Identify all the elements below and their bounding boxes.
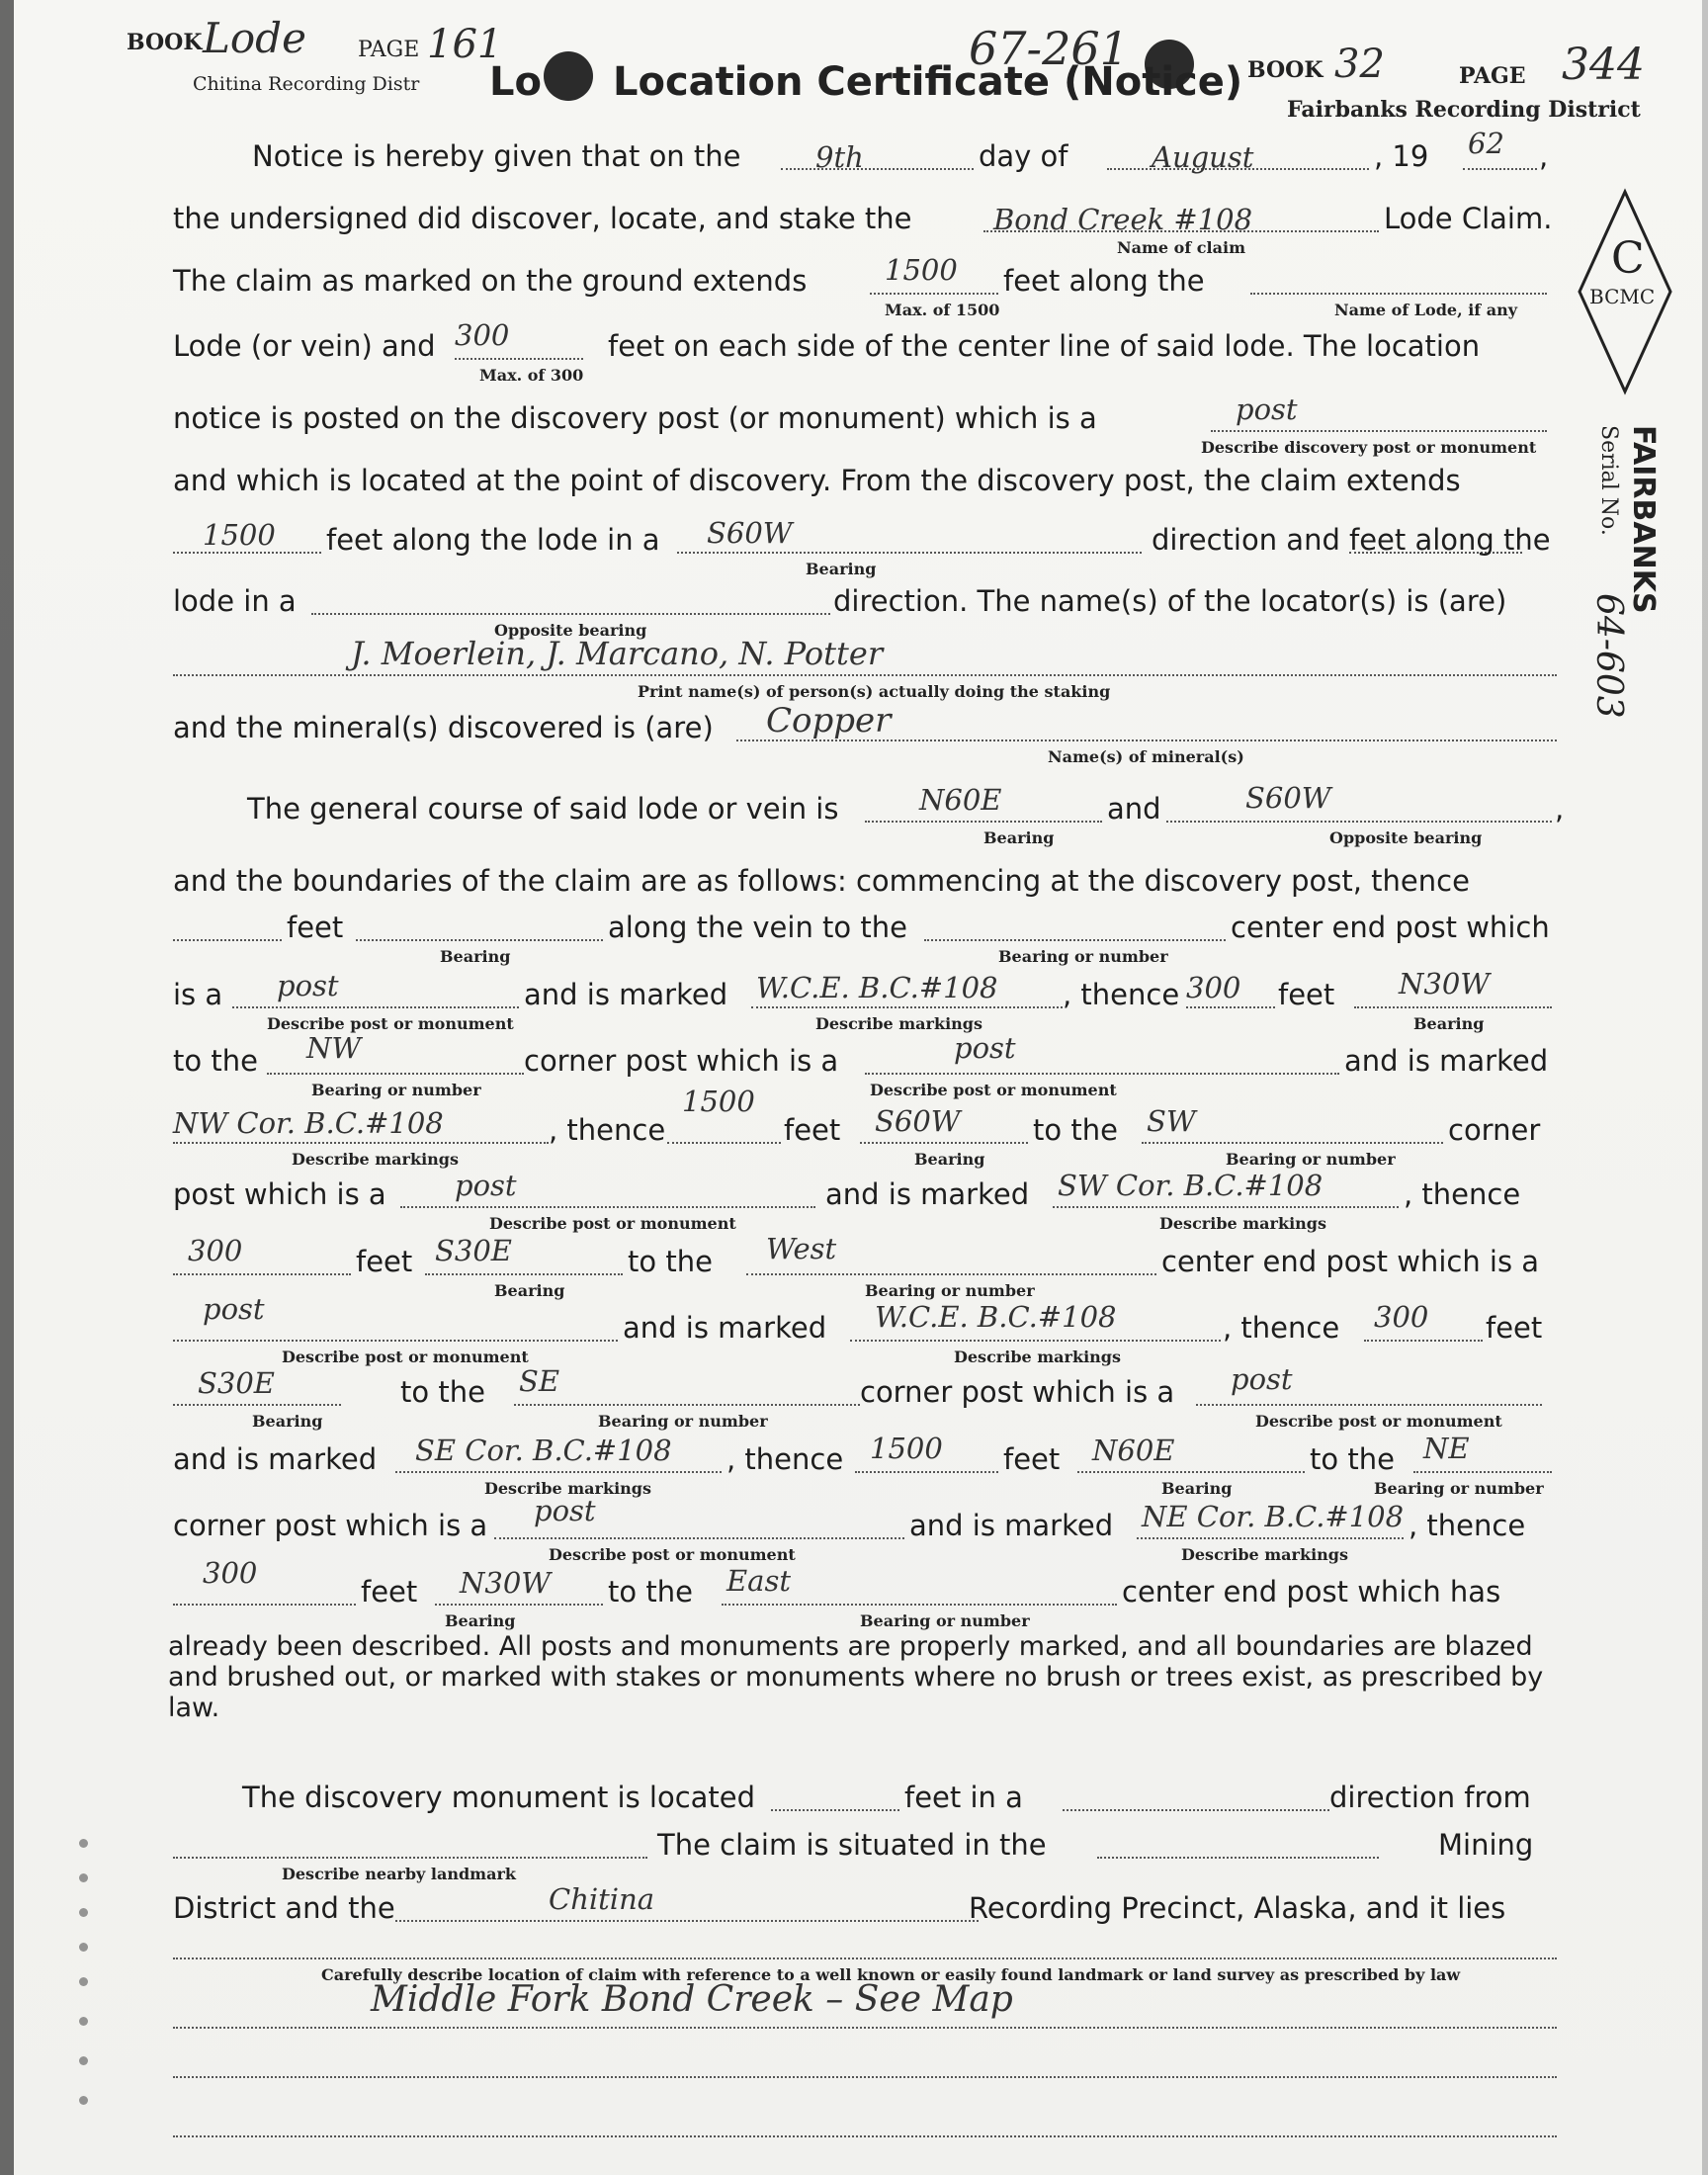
corner-value: SW [1147,1104,1196,1138]
label: feet [287,911,344,944]
serial-value: 64-603 [1588,593,1629,719]
post-type-value: post [203,1292,265,1326]
caption: Name of claim [1117,238,1245,257]
row-claim-name [173,201,1567,260]
label: to the [1033,1113,1118,1147]
feet-value: 300 [188,1234,243,1267]
badge-text: BCMC [1589,285,1656,308]
vertical-title: FAIRBANKS [1626,425,1661,614]
row-mining-district [173,1827,1567,1886]
post-type-value: post [455,1169,517,1202]
label: is a [173,978,223,1011]
label: to the [608,1575,693,1609]
district-left: Chitina Recording Distr [193,73,420,95]
row-vein-end [173,910,1567,969]
caption: Describe discovery post or monument [1201,438,1537,457]
label: feet [1486,1311,1543,1345]
caption: Describe post or monument [489,1214,736,1233]
caption: Bearing [1413,1014,1485,1033]
page2-label: PAGE [1459,63,1526,89]
row-extent [173,253,1567,322]
marking-value: NE Cor. B.C.#108 [1142,1500,1405,1533]
label: and the mineral(s) discovered is (are) [173,711,714,744]
label: and the boundaries of the claim are as follows: commencing at the discovery post, thence [173,864,1470,898]
row-location-value [173,1979,1567,2056]
caption: Bearing [983,828,1055,847]
book2-value: 32 [1334,42,1385,87]
caption: Max. of 1500 [885,301,1000,319]
label: , thence [1404,1177,1521,1211]
caption: Bearing [440,947,511,966]
caption: Describe markings [292,1150,459,1169]
label: notice is posted on the discovery post (or monument) which is a [173,401,1097,435]
feet-value: 1500 [870,1432,943,1465]
label: to the [1310,1442,1395,1476]
opposite-course-value: S60W [1245,781,1331,815]
label: along the vein to the [608,911,907,944]
label: feet in a [904,1781,1023,1814]
row-mineral [173,701,1567,769]
row-opposite-bearing [173,583,1567,643]
label: Lode Claim. [1384,202,1553,235]
label: and is marked [524,978,728,1011]
legal-paragraph: already been described. All posts and monuments are properly marked, and all boundaries are blazed and brushed out, or marked with stakes or monuments where no brush or trees exist, as prescribed by law. [168,1631,1544,1723]
label: , thence [1063,978,1180,1011]
label: and [1107,792,1161,826]
location-value: Middle Fork Bond Creek – See Map [371,1979,1013,2020]
label: The discovery monument is located [242,1781,756,1814]
discovery-post-value: post [1236,392,1298,426]
label: corner post which is a [173,1509,488,1542]
label: The claim as marked on the ground extends [173,264,808,298]
caption: Describe post or monument [282,1348,529,1366]
row-locators [173,635,1567,704]
caption: Bearing or number [311,1081,481,1099]
caption: Bearing [252,1412,323,1431]
caption: Describe post or monument [1255,1412,1502,1431]
label: , [1555,792,1565,826]
caption: Print name(s) of person(s) actually doing the staking [638,682,1111,701]
row-discovery-post [173,392,1567,460]
stamp-number: 67-261 [969,22,1129,75]
label: Lode (or vein) and [173,329,436,363]
label: , 19 [1374,139,1429,173]
label: day of [979,139,1068,173]
stamp-circle-left [544,51,593,101]
caption: Opposite bearing [494,621,647,640]
district-right: Fairbanks Recording District [1287,97,1641,123]
label: lode in a [173,584,297,618]
label: , [1539,139,1549,173]
caption: Name(s) of mineral(s) [1048,747,1244,766]
marking-value: SE Cor. B.C.#108 [415,1434,672,1467]
caption: Bearing or number [865,1281,1035,1300]
label: to the [173,1044,258,1078]
label: , thence [549,1113,666,1147]
extent-value: 1500 [885,253,958,287]
label: corner [1448,1113,1541,1147]
title-prefix: Lo [489,59,542,105]
feet-value: 300 [203,1556,258,1590]
course-value: N60E [919,783,1002,817]
row-lode-direction [173,516,1567,581]
label: center end post which [1231,911,1550,944]
label: and is marked [1344,1044,1549,1078]
bearing-value: S30E [435,1234,512,1267]
lode-feet-value: 1500 [203,518,276,552]
caption: Bearing or number [860,1611,1030,1630]
feet-value: 1500 [682,1085,755,1118]
day-value: 9th [815,140,864,174]
caption: Describe markings [1181,1545,1348,1564]
caption: Opposite bearing [1329,828,1483,847]
row-west-markings [173,1292,1567,1369]
caption: Bearing or number [598,1412,768,1431]
label: direction. The name(s) of the locator(s) is (are) [833,584,1507,618]
caption: Describe markings [954,1348,1121,1366]
book2-label: BOOK [1247,57,1324,83]
badge-letter: C [1611,233,1645,284]
bearing-value: N30W [1399,967,1491,1000]
row-claim-extends [173,463,1567,522]
marking-value: W.C.E. B.C.#108 [875,1300,1117,1334]
label: , thence [1223,1311,1340,1345]
page-label: PAGE [358,38,420,62]
marking-value: W.C.E. B.C.#108 [756,971,998,1004]
row-general-course [173,781,1567,850]
label: the undersigned did discover, locate, and stake the [173,202,912,235]
caption: Bearing or number [1374,1479,1544,1498]
page-title: Location Certificate (Notice) [613,59,1243,105]
post-type-value: post [277,969,339,1002]
claim-name-value: Bond Creek #108 [993,203,1253,236]
label: and which is located at the point of discovery. From the discovery post, the claim extends [173,464,1461,497]
caption: Max. of 300 [479,366,584,385]
label: feet along the lode in a [326,523,660,557]
row-se-corner [173,1362,1567,1434]
serial-label: Serial No. [1596,425,1621,536]
row-location-description [173,1928,1567,1987]
caption: Bearing [914,1150,985,1169]
row-ne-corner [173,1494,1567,1567]
post-type-value: post [534,1494,596,1527]
label: Notice is hereby given that on the [252,139,741,173]
book-label: BOOK [127,30,203,55]
blank-line [173,2135,1557,2137]
caption: Bearing or number [998,947,1168,966]
caption: Describe post or monument [267,1014,514,1033]
label: feet [361,1575,418,1609]
label: and is marked [173,1442,378,1476]
precinct-value: Chitina [549,1882,655,1916]
year-value: 62 [1468,127,1504,160]
caption: Describe markings [815,1014,982,1033]
label: to the [400,1375,485,1409]
caption: Bearing [494,1281,565,1300]
label: post which is a [173,1177,386,1211]
page-value: 161 [427,22,503,67]
row-east-end [173,1556,1567,1633]
book-value: Lode [203,14,306,62]
label: District and the [173,1891,395,1925]
caption: Carefully describe location of claim with reference to a well known or easily found landmark or land survey as prescribed by law [321,1965,1461,1984]
row-west-end [173,1232,1567,1303]
marking-value: SW Cor. B.C.#108 [1058,1169,1324,1202]
month-value: August [1152,140,1254,174]
row-notice-date [173,127,1567,198]
mineral-value: Copper [766,701,892,740]
label: , thence [1409,1509,1526,1542]
label: feet along the [1349,523,1551,557]
caption: Describe nearby landmark [282,1865,516,1883]
lode-bearing-value: S60W [707,516,793,550]
row-se-markings [173,1432,1567,1501]
caption: Describe markings [484,1479,651,1498]
bearing-value: S60W [875,1104,961,1138]
corner-value: NW [306,1031,362,1065]
label: feet on each side of the center line of said lode. The location [608,329,1481,363]
scan-edge-right [1702,0,1708,2175]
post-type-value: post [1231,1362,1293,1396]
feet-value: 300 [1186,971,1241,1004]
label: feet [356,1245,413,1278]
row-side-width [173,318,1567,388]
row-sw-corner [173,1169,1567,1236]
label: corner post which is a [524,1044,839,1078]
bearing-value: N30W [460,1566,552,1600]
corner-value: SE [519,1364,560,1398]
row-nw-corner [173,1031,1567,1102]
label: Mining [1438,1828,1534,1862]
caption: Bearing or number [1226,1150,1396,1169]
label: center end post which has [1122,1575,1501,1609]
caption: Bearing [806,560,877,578]
corner-value: West [766,1232,837,1265]
label: corner post which is a [860,1375,1175,1409]
label: and is marked [825,1177,1030,1211]
label: feet along the [1003,264,1205,298]
caption: Name of Lode, if any [1334,301,1518,319]
bearing-value: S30E [198,1366,275,1400]
label: Recording Precinct, Alaska, and it lies [969,1891,1506,1925]
label: feet [784,1113,841,1147]
caption: Bearing [445,1611,516,1630]
caption: Bearing [1161,1479,1233,1498]
label: , thence [726,1442,844,1476]
corner-value: NE [1423,1432,1470,1465]
label: The general course of said lode or vein is [247,792,839,826]
label: direction and [1152,523,1340,557]
label: center end post which is a [1161,1245,1540,1278]
post-type-value: post [954,1031,1016,1065]
label: and is marked [623,1311,827,1345]
caption: Describe post or monument [870,1081,1117,1099]
label: feet [1003,1442,1061,1476]
bearing-value: N60E [1092,1434,1175,1467]
caption: Describe post or monument [549,1545,796,1564]
feet-value: 300 [1374,1300,1429,1334]
blank-line [173,2076,1557,2078]
label: direction from [1329,1781,1531,1814]
page2-value: 344 [1562,40,1645,90]
marking-value: NW Cor. B.C.#108 [173,1106,444,1140]
label: and is marked [909,1509,1114,1542]
row-center-post [173,967,1567,1036]
corner-value: East [726,1564,791,1598]
scan-edge-shadow [0,0,14,2175]
label: to the [628,1245,713,1278]
label: The claim is situated in the [657,1828,1047,1862]
caption: Describe markings [1159,1214,1326,1233]
locators-value: J. Moerlein, J. Marcano, N. Potter [351,635,884,672]
width-value: 300 [455,318,510,352]
label: feet [1278,978,1335,1011]
